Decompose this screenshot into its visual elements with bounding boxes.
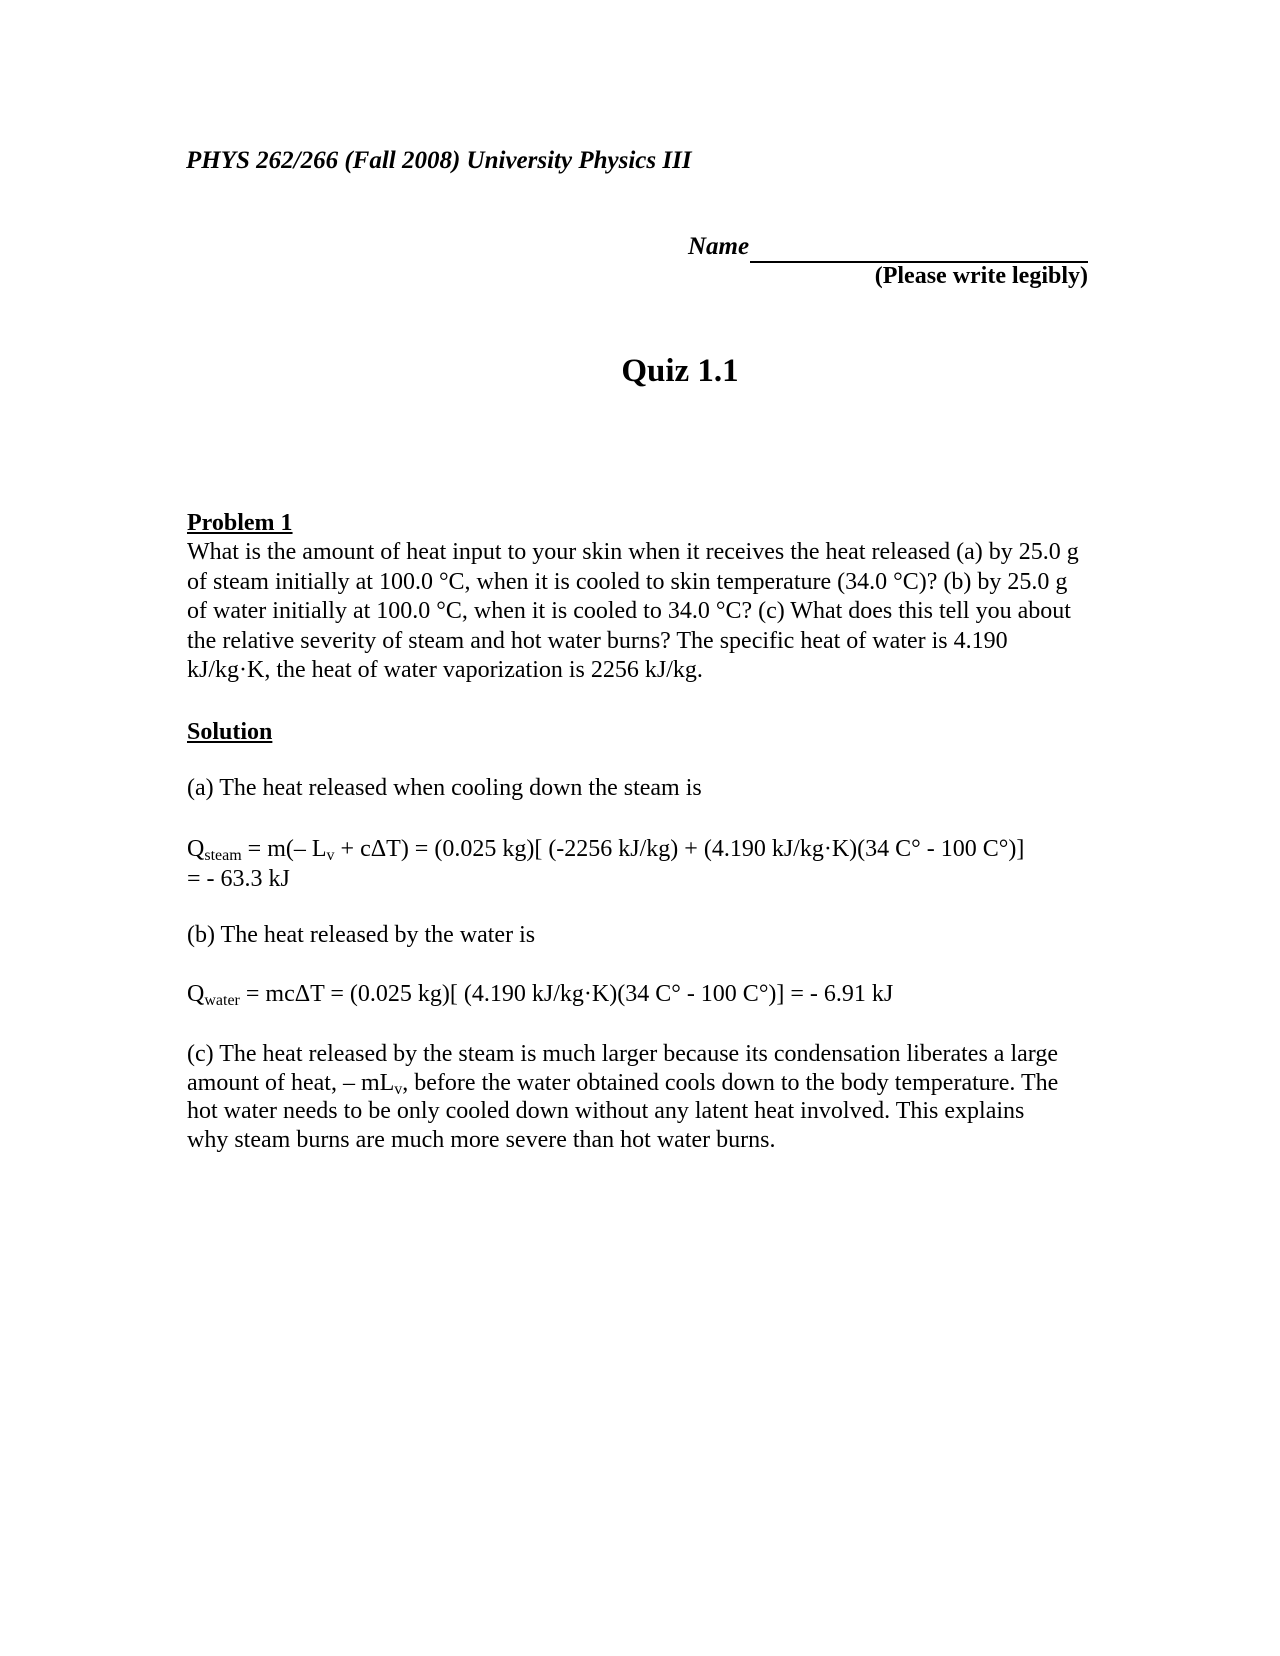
solution-a-equation — [187, 836, 1024, 863]
solution-heading: Solution — [187, 719, 273, 745]
lv-subscript: v — [326, 847, 335, 864]
q-subscript: water — [204, 992, 240, 1009]
q-symbol: Q — [187, 981, 205, 1007]
equation-part: + cΔT) = (0.025 kg)[ (-2256 kJ/kg) + (4.190 kJ/kg·K)(34 C° - 100 C°)] — [334, 836, 1025, 862]
equation-part: = m(– L — [241, 836, 327, 862]
solution-c-text — [187, 1040, 1067, 1154]
q-subscript: steam — [204, 847, 242, 864]
q-symbol: Q — [187, 836, 205, 862]
solution-b-intro: (b) The heat released by the water is — [187, 922, 536, 948]
name-label: Name — [688, 233, 750, 260]
name-field — [688, 233, 1088, 293]
problem-text: What is the amount of heat input to your skin when it receives the heat released (a) by 25.0 g of steam initially at 100.0 °C, when it is cooled to skin temperature (34.0 °C)? (b) by 25.0 g of water initially at 100.0 °C, when it is cooled to 34.0 °C? (c) What does this tell you about the relative severity of steam and hot water burns? The specific heat of water is 4.190 kJ/kg·K, the heat of water vaporization is 2256 kJ/kg. — [187, 539, 1079, 683]
lv-subscript: v — [394, 1080, 403, 1098]
course-header: PHYS 262/266 (Fall 2008) University Physics III — [186, 147, 692, 174]
problem-heading: Problem 1 — [187, 510, 293, 536]
page-title: Quiz 1.1 — [621, 353, 739, 389]
solution-a-result: = - 63.3 kJ — [187, 866, 290, 892]
equation-part: = mcΔT = (0.025 kg)[ (4.190 kJ/kg·K)(34 C° - 100 C°)] = - 6.91 kJ — [239, 981, 894, 1007]
name-note: (Please write legibly) — [874, 263, 1088, 289]
solution-b-equation — [187, 981, 893, 1008]
solution-c-part: , before the water obtained cools down to the body temperature. The hot water needs to be only cooled down without any latent heat involved. This explains why steam burns are much more severe than hot water burns. — [187, 1069, 1059, 1153]
solution-a-intro: (a) The heat released when cooling down the steam is — [187, 775, 702, 801]
solution-c-part: (c) The heat released by the steam is much larger because its condensation liberates a large amount of heat, – mL — [187, 1041, 1058, 1096]
